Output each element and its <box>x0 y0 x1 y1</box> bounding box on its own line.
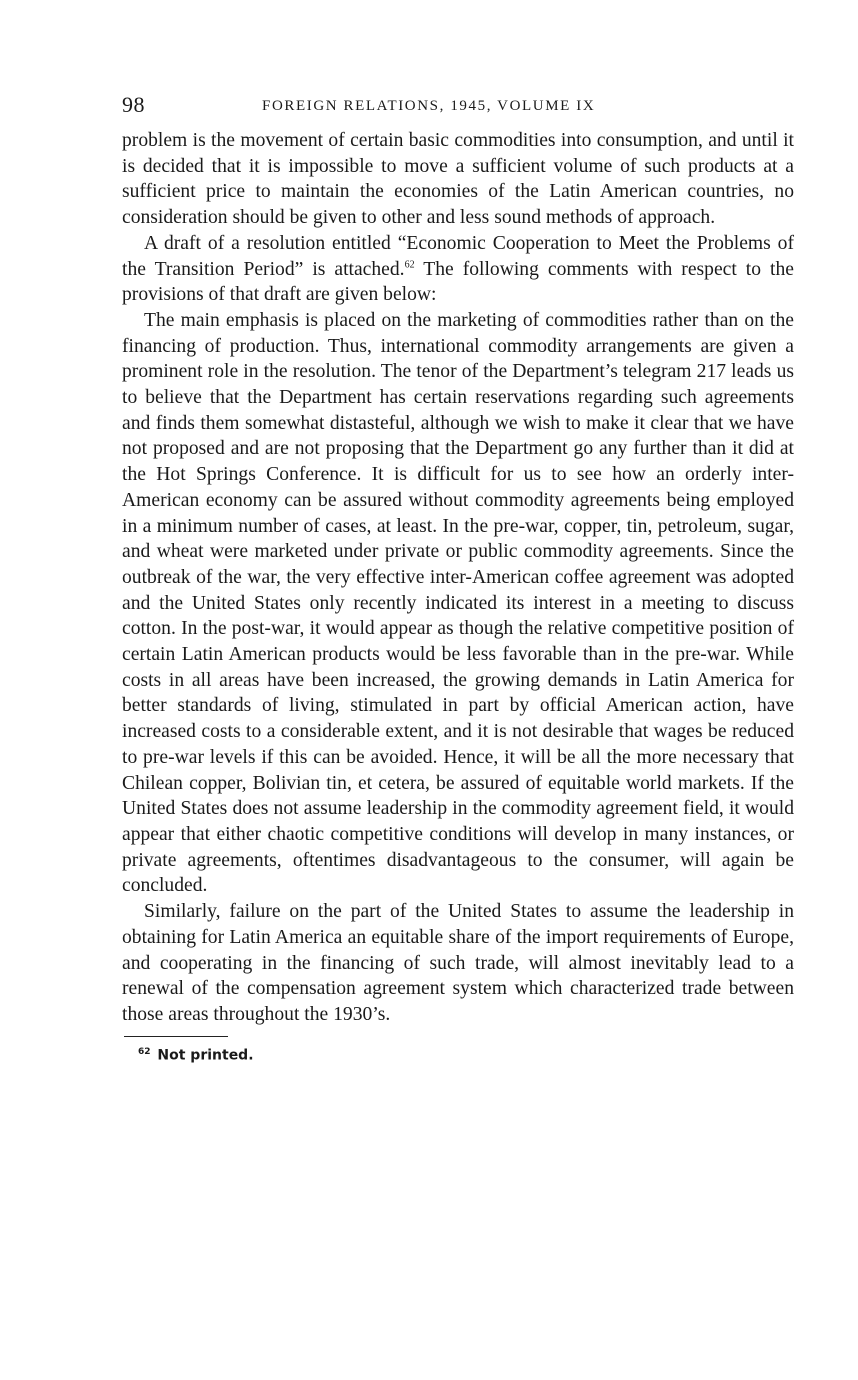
paragraph-leadership: Similarly, failure on the part of the United States to assume the leadership in obtaining for Latin America an equitable share of the import requirements of Europe, and cooperating in the financing of such trade, will almost inevitably lead to a renewal of the compensation agreement system which characterized trade between those areas throughout the 1930’s. <box>122 901 794 1025</box>
footnote-text: Not printed. <box>157 1047 254 1064</box>
running-head-title: FOREIGN RELATIONS, 1945, VOLUME IX <box>262 98 596 114</box>
paragraph-continued: problem is the movement of certain basic commodities into consumption, and until it is decided that it is impossible to move a sufficient volume of such products at a sufficient price to maintain the economies of the Latin American countries, no consideration should be given to other and less sound methods of approach. <box>122 130 794 229</box>
body-text <box>122 128 794 1028</box>
paragraph-commodity-agreements: The main emphasis is placed on the marketing of commodities rather than on the financing of production. Thus, international commodity arrangements are given a prominent role in the resolution. The tenor of the Department’s telegram 217 leads us to believe that the Department has certain reservations regarding such agreements and finds them somewhat distasteful, although we wish to make it clear that we have not proposed and are not proposing that the Department go any further than it did at the Hot Springs Conference. It is difficult for us to see how an orderly inter-American economy can be assured without commodity agreements being employed in a minimum number of cases, at least. In the pre-war, copper, tin, petroleum, sugar, and wheat were marketed under private or public commodity agreements. Since the outbreak of the war, the very effective inter-American coffee agreement was adopted and the United States only recently indicated its interest in a meeting to discuss cotton. In the post-war, it would appear as though the relative competitive position of certain Latin American products would be less favorable than in the pre-war. While costs in all areas have been increased, the growing demands in Latin America for better standards of living, stimulated in part by official American action, have increased costs to a considerable extent, and it is not desirable that wages be reduced to pre-war levels if this can be avoided. Hence, it will be all the more necessary that Chilean copper, Bolivian tin, et cetera, be assured of equitable world markets. If the United States does not assume leadership in the commodity agreement field, it would appear that either chaotic competitive conditions will develop in many instances, or private agreements, oftentimes disadvantageous to the consumer, will again be concluded. <box>122 309 794 897</box>
page-number: 98 <box>122 92 145 117</box>
footnote-reference: 62 <box>404 258 415 270</box>
paragraph-text: The following comments with respect to the provisions of that draft are given below: <box>122 258 794 306</box>
footnote <box>138 1047 794 1064</box>
footnote-marker: 62 <box>138 1046 151 1057</box>
document-page <box>122 88 794 1063</box>
paragraph-text: A draft of a resolution entitled “Economic Cooperation to Meet the Problems of the Transition Period” is attached. <box>122 232 794 280</box>
footnote-divider <box>124 1036 228 1037</box>
paragraph-draft-resolution <box>122 231 794 308</box>
running-head <box>122 88 794 122</box>
